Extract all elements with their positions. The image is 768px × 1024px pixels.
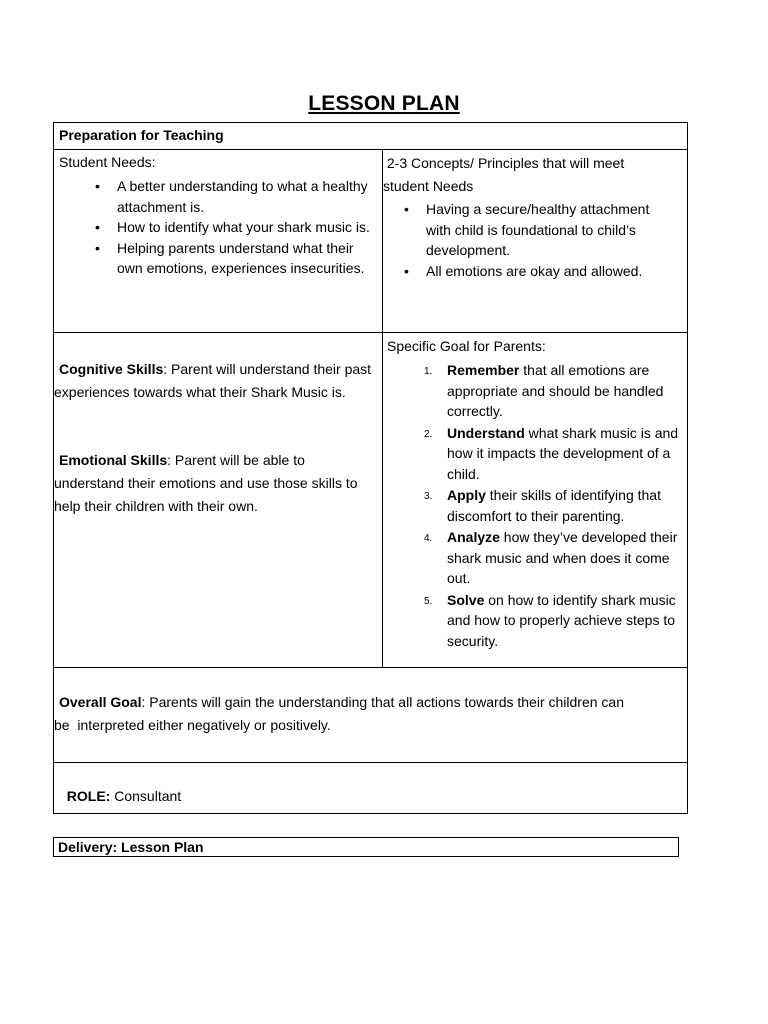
list-number: 1. bbox=[424, 366, 433, 377]
goal-text: their skills of identifying that discomfort to their parenting. bbox=[447, 487, 661, 524]
goal-keyword: Understand bbox=[447, 424, 525, 441]
role bbox=[59, 766, 181, 806]
list-number: 3. bbox=[424, 491, 433, 502]
list-item: • Helping parents understand what their own emotions, experiences insecurities. bbox=[117, 238, 379, 279]
delivery-header: Delivery: Lesson Plan bbox=[58, 839, 204, 855]
goal-text: on how to identify shark music and how to properly achieve steps to security. bbox=[447, 591, 676, 649]
goal-text: that all emotions are appropriate and should be handled correctly. bbox=[447, 362, 664, 419]
overall-goal-line1: : Parents will gain the understanding that all actions towards their children can bbox=[141, 694, 624, 710]
cognitive-skills bbox=[54, 358, 376, 404]
goal-text: what shark music is and how it impacts the development of a child. bbox=[447, 424, 679, 482]
table-rule bbox=[53, 149, 688, 150]
student-needs-list bbox=[117, 176, 379, 279]
list-item bbox=[424, 527, 687, 589]
overall-goal-label: Overall Goal bbox=[59, 694, 142, 710]
goal-text: how they’ve developed their shark music and when does it come out. bbox=[447, 529, 678, 586]
page-title: LESSON PLAN bbox=[308, 92, 460, 115]
overall-goal-line2: be interpreted either negatively or positively. bbox=[54, 717, 331, 733]
column-divider bbox=[382, 149, 383, 668]
cognitive-skills-text: : Parent will understand their past experiences towards what their Shark Music is. bbox=[54, 361, 372, 400]
list-item: • Having a secure/healthy attachment with child is foundational to child’s development. bbox=[426, 199, 676, 261]
list-item bbox=[424, 360, 687, 422]
goals-list bbox=[424, 360, 687, 652]
list-item bbox=[424, 590, 687, 652]
list-item bbox=[424, 485, 687, 526]
list-number: 5. bbox=[424, 595, 433, 607]
overall-goal bbox=[59, 692, 624, 712]
preparation-header: Preparation for Teaching bbox=[59, 127, 224, 143]
list-number: 4. bbox=[424, 533, 433, 544]
list-item: • How to identify what your shark music is. bbox=[117, 217, 379, 238]
role-value: Consultant bbox=[110, 788, 182, 804]
goal-keyword: Remember bbox=[447, 362, 520, 378]
role-label: ROLE: bbox=[66, 788, 111, 804]
emotional-skills bbox=[54, 449, 376, 518]
list-item bbox=[424, 423, 687, 485]
goals-label: Specific Goal for Parents: bbox=[387, 338, 546, 354]
emotional-skills-label: Emotional Skills bbox=[59, 452, 168, 468]
table-rule bbox=[53, 667, 688, 668]
table-rule bbox=[53, 762, 688, 763]
goal-keyword: Analyze bbox=[447, 529, 500, 545]
concepts-label-line1: 2-3 Concepts/ Principles that will meet bbox=[383, 155, 625, 171]
emotional-skills-text: : Parent will be able to understand their emotions and use those skills to help their children with their own. bbox=[54, 452, 358, 514]
goal-keyword: Solve bbox=[447, 591, 485, 608]
list-number: 2. bbox=[424, 428, 433, 440]
goal-keyword: Apply bbox=[447, 487, 486, 503]
table-rule bbox=[53, 332, 688, 333]
concepts-label-line2: student Needs bbox=[383, 178, 474, 194]
cognitive-skills-label: Cognitive Skills bbox=[59, 361, 164, 377]
concepts-list bbox=[426, 199, 676, 281]
list-item: • A better understanding to what a healthy attachment is. bbox=[117, 176, 379, 217]
list-item: • All emotions are okay and allowed. bbox=[426, 261, 676, 282]
student-needs-label: Student Needs: bbox=[59, 154, 156, 170]
